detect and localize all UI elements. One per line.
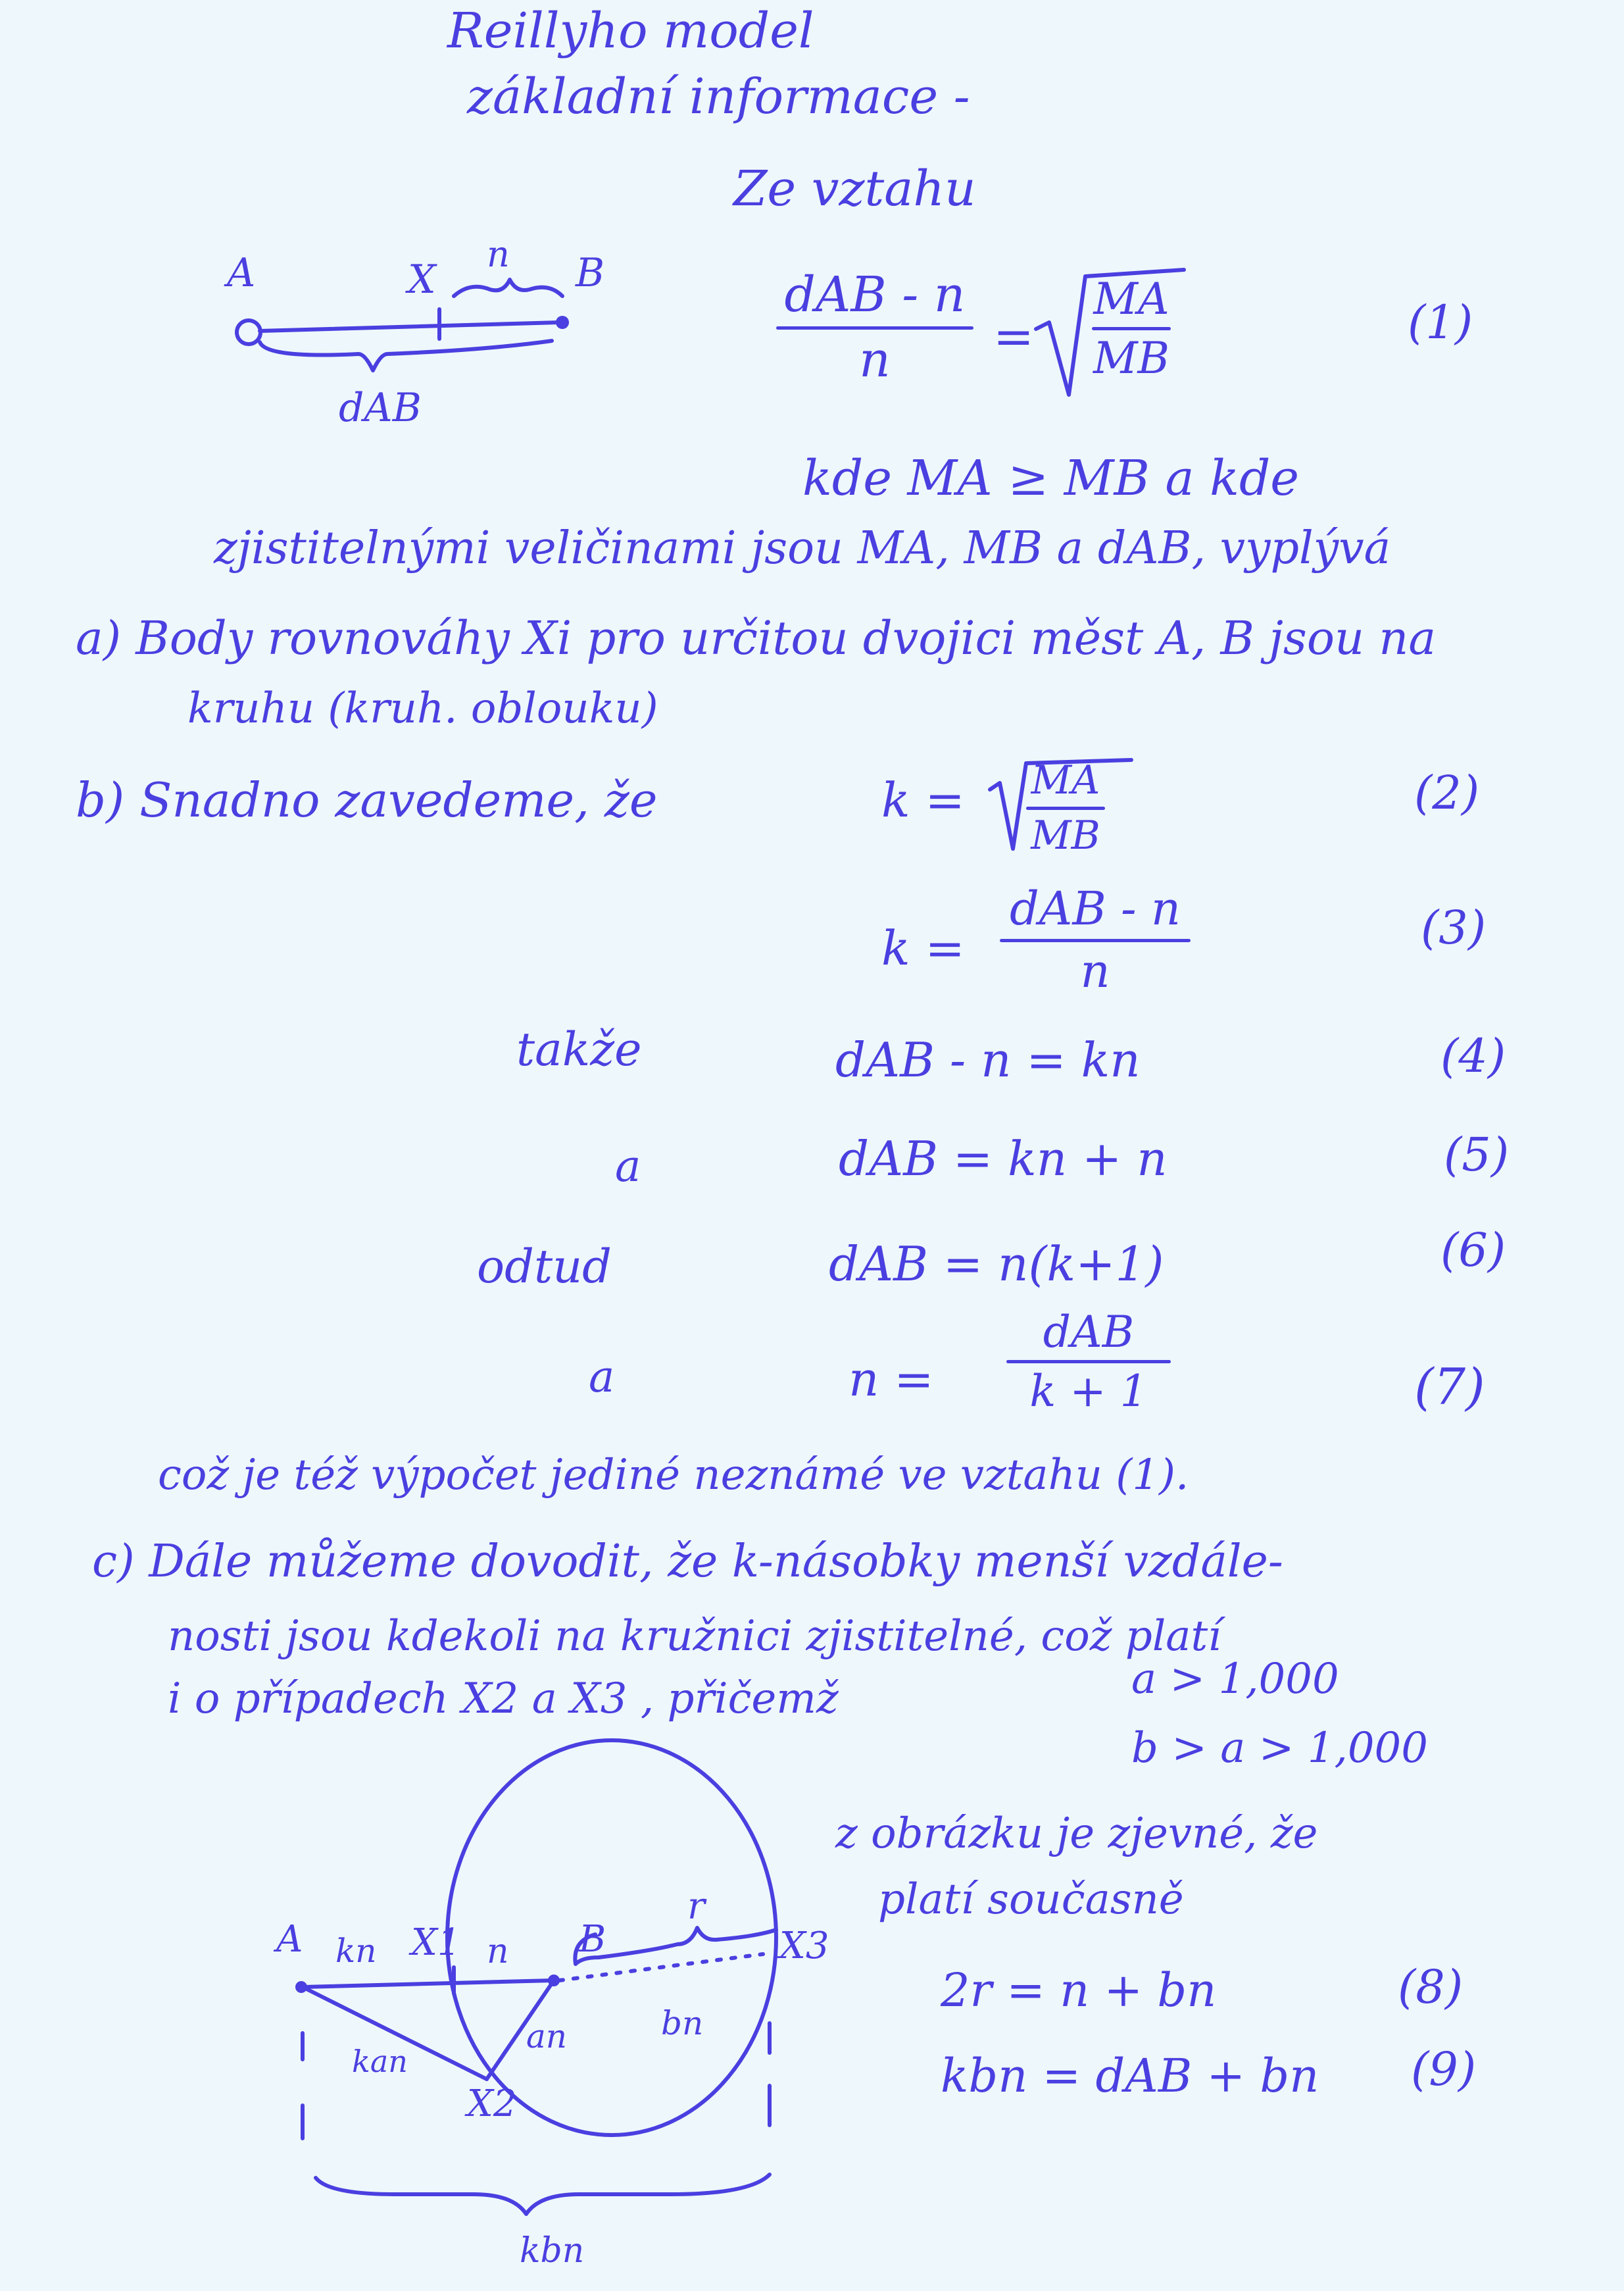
c-cond-2: b > a > 1,000 — [1131, 1724, 1428, 1773]
eq3-number: (3) — [1421, 901, 1487, 955]
eq7-number: (7) — [1414, 1357, 1485, 1416]
c-line-2: nosti jsou kdekoli na kružnici zjistitelné, což platí — [168, 1612, 1221, 1661]
intro-text: Ze vztahu — [733, 161, 976, 217]
eq5-word: a — [615, 1141, 641, 1192]
fig2-label-bn: bn — [661, 2004, 704, 2042]
c-line-1: c) Dále můžeme dovodit, že k-násobky menší vzdále- — [92, 1536, 1283, 1588]
fig1-label-x: X — [408, 257, 436, 303]
condition-text: kde MA ≥ MB a kde — [802, 450, 1300, 507]
fig2-label-n: n — [487, 1932, 509, 1971]
eq3-num: dAB - n — [1009, 882, 1181, 936]
title-line-1: Reillyho model — [447, 3, 814, 59]
eq1-rhs-den: MB — [1093, 333, 1170, 384]
eq1-number: (1) — [1408, 295, 1473, 349]
eq1-rhs-num: MA — [1093, 274, 1169, 324]
eq2-number: (2) — [1414, 766, 1480, 820]
eq2-den: MB — [1031, 813, 1100, 859]
eq7-num: dAB — [1043, 1307, 1135, 1357]
observable-text: zjistitelnými veličinami jsou MA, MB a dAB, vyplývá — [214, 522, 1391, 574]
title-line-2: základní informace - — [467, 68, 970, 125]
line-a-b — [303, 1980, 553, 1987]
fig2-label-x3: X3 — [779, 1925, 829, 1967]
eq8-number: (8) — [1398, 1960, 1464, 2014]
eq7-lhs: n = — [849, 1351, 934, 1407]
eq1-equals: = — [993, 309, 1035, 365]
fig1-label-dab: dAB — [339, 385, 422, 431]
fig2-label-kan: kan — [352, 2044, 408, 2079]
a-line-2: kruhu (kruh. oblouku) — [187, 684, 658, 733]
fig1-label-a: A — [227, 250, 256, 296]
fig2-label-x1: X1 — [411, 1921, 461, 1964]
fig2-label-x2: X2 — [467, 2082, 517, 2125]
eq4-expr: dAB - n = kn — [835, 1032, 1141, 1088]
brace-kbn — [316, 2175, 770, 2214]
eq3-den: n — [1080, 944, 1110, 998]
c-cond-1: a > 1,000 — [1131, 1655, 1339, 1703]
fig2-label-r: r — [687, 1885, 705, 1928]
fig2-label-a: A — [276, 1918, 303, 1961]
c-line-3: i o případech X2 a X3 , přičemž — [168, 1674, 839, 1723]
eq5-number: (5) — [1444, 1128, 1510, 1182]
eq7-den: k + 1 — [1029, 1366, 1148, 1417]
fig2-label-an: an — [526, 2017, 568, 2055]
eq1-numerator: dAB - n — [784, 266, 966, 323]
fig1-label-b: B — [576, 250, 605, 296]
eq5-expr: dAB = kn + n — [839, 1131, 1168, 1186]
fig1-label-n: n — [487, 234, 510, 275]
eq4-word: takže — [516, 1022, 642, 1076]
fig-text-2: platí současně — [878, 1875, 1184, 1924]
fig2-label-kn: kn — [335, 1932, 377, 1970]
b-text: b) Snadno zavedeme, že — [76, 772, 658, 828]
eq3-lhs: k = — [881, 920, 965, 976]
eq4-number: (4) — [1440, 1029, 1506, 1083]
eq7-word: a — [589, 1351, 615, 1402]
eq9-number: (9) — [1411, 2042, 1477, 2096]
eq2-lhs: k = — [881, 772, 965, 828]
eq9-expr: kbn = dAB + bn — [941, 2049, 1319, 2103]
eq6-number: (6) — [1440, 1223, 1506, 1277]
eq6-expr: dAB = n(k+1) — [829, 1236, 1164, 1292]
conclusion-text: což je též výpočet jediné neznámé ve vztahu (1). — [158, 1451, 1189, 1499]
eq2-num: MA — [1031, 757, 1100, 803]
eq8-expr: 2r = n + bn — [941, 1963, 1217, 2017]
eq1-denominator: n — [859, 331, 891, 388]
fig-text-1: z obrázku je zjevné, že — [835, 1809, 1318, 1858]
eq6-word: odtud — [477, 1240, 612, 1294]
fig2-label-b: B — [579, 1918, 606, 1961]
a-line-1: a) Body rovnováhy Xi pro určitou dvojici měst A, B jsou na — [76, 611, 1437, 665]
fig2-label-kbn: kbn — [520, 2231, 585, 2271]
